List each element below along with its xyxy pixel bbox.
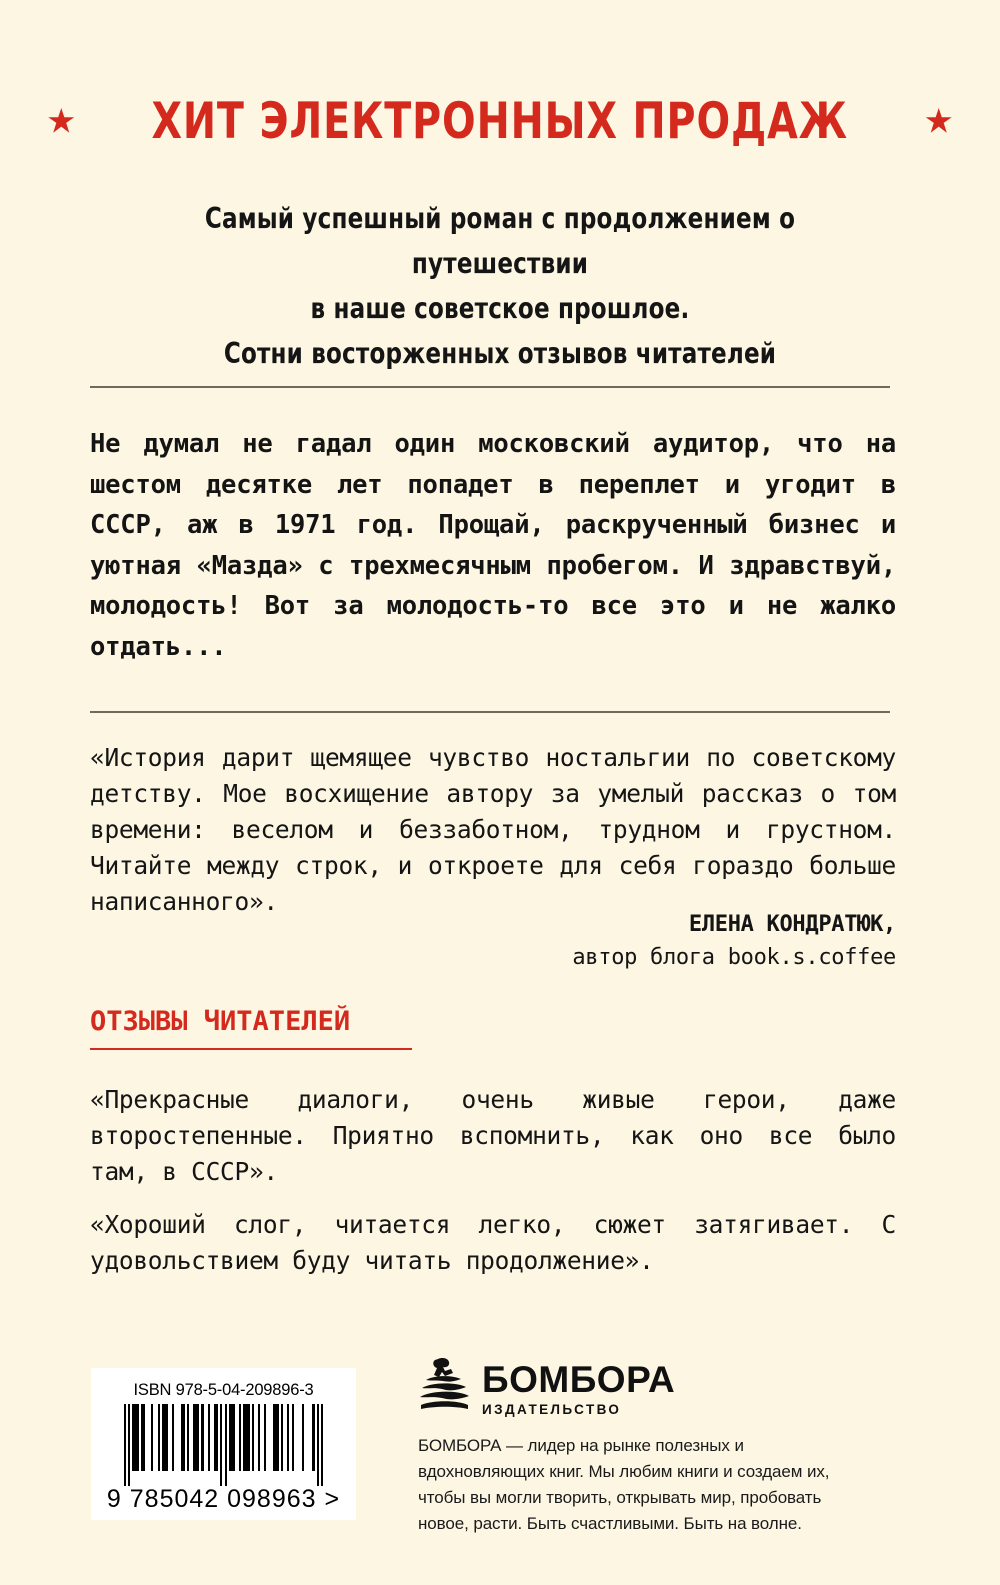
reader-review-item: «Хороший слог, читается легко, сюжет затягивает. С удовольствием буду читать продолжение». [90, 1210, 896, 1275]
blogger-role: автор блога book.s.coffee [572, 945, 896, 970]
subtitle-block [88, 196, 912, 376]
publisher-kind: ИЗДАТЕЛЬСТВО [482, 1402, 622, 1417]
bombora-wave-surfer-icon [418, 1355, 470, 1415]
bestseller-headline: ХИТ ЭЛЕКТРОННЫХ ПРОДАЖ [151, 92, 849, 150]
bestseller-badge [88, 86, 912, 156]
publisher-logo [418, 1355, 888, 1417]
star-icon [926, 108, 952, 134]
divider-bottom [90, 711, 890, 713]
barcode-bars [124, 1404, 324, 1486]
barcode-block [91, 1368, 356, 1520]
subtitle-line-1: Самый успешный роман с продолжением о путешествии [204, 202, 796, 280]
barcode-digits: 9 785042 098963 > [106, 1485, 341, 1513]
blogger-quote-text: «История дарит щемящее чувство ностальгии по советскому детству. Мое восхищение автору за умелый рассказ о том времени: веселом и беззаботном, трудном и грустном. Читайте между строк, и откроете для себя гораздо больше написанного». [90, 743, 896, 916]
divider-top [90, 386, 890, 388]
isbn-label: ISBN 978-5-04-209896-3 [133, 1381, 314, 1399]
publisher-name: БОМБОРА [482, 1359, 676, 1400]
publisher-block [418, 1355, 888, 1537]
subtitle-line-2: в наше советское прошлое. [310, 292, 690, 325]
blogger-name: ЕЛЕНА КОНДРАТЮК, [688, 912, 896, 937]
star-icon [48, 108, 74, 134]
reader-reviews-heading: ОТЗЫВЫ ЧИТАТЕЛЕЙ [90, 1006, 351, 1037]
reader-review-item: «Прекрасные диалоги, очень живые герои, даже второстепенные. Приятно вспомнить, как оно все было там, в СССР». [90, 1085, 896, 1186]
subtitle-line-3: Сотни восторженных отзывов читателей [223, 337, 777, 370]
reader-reviews-underline [90, 1048, 412, 1050]
publisher-wordmark [482, 1355, 675, 1419]
publisher-description: БОМБОРА — лидер на рынке полезных и вдохновляющих книг. Мы любим книги и создаем их, чтобы вы могли творить, открывать мир, пробовать новое, расти. Быть счастливыми. Быть на волне. [418, 1436, 830, 1533]
blogger-attribution [90, 908, 896, 974]
book-description: Не думал не гадал один московский аудитор, что на шестом десятке лет попадет в переплет и угодит в СССР, аж в 1971 год. Прощай, раскрученный бизнес и уютная «Мазда» с трехмесячным пробегом. И здравствуй, молодость! Вот за молодость-то все это и не жалко отдать... [90, 429, 896, 662]
